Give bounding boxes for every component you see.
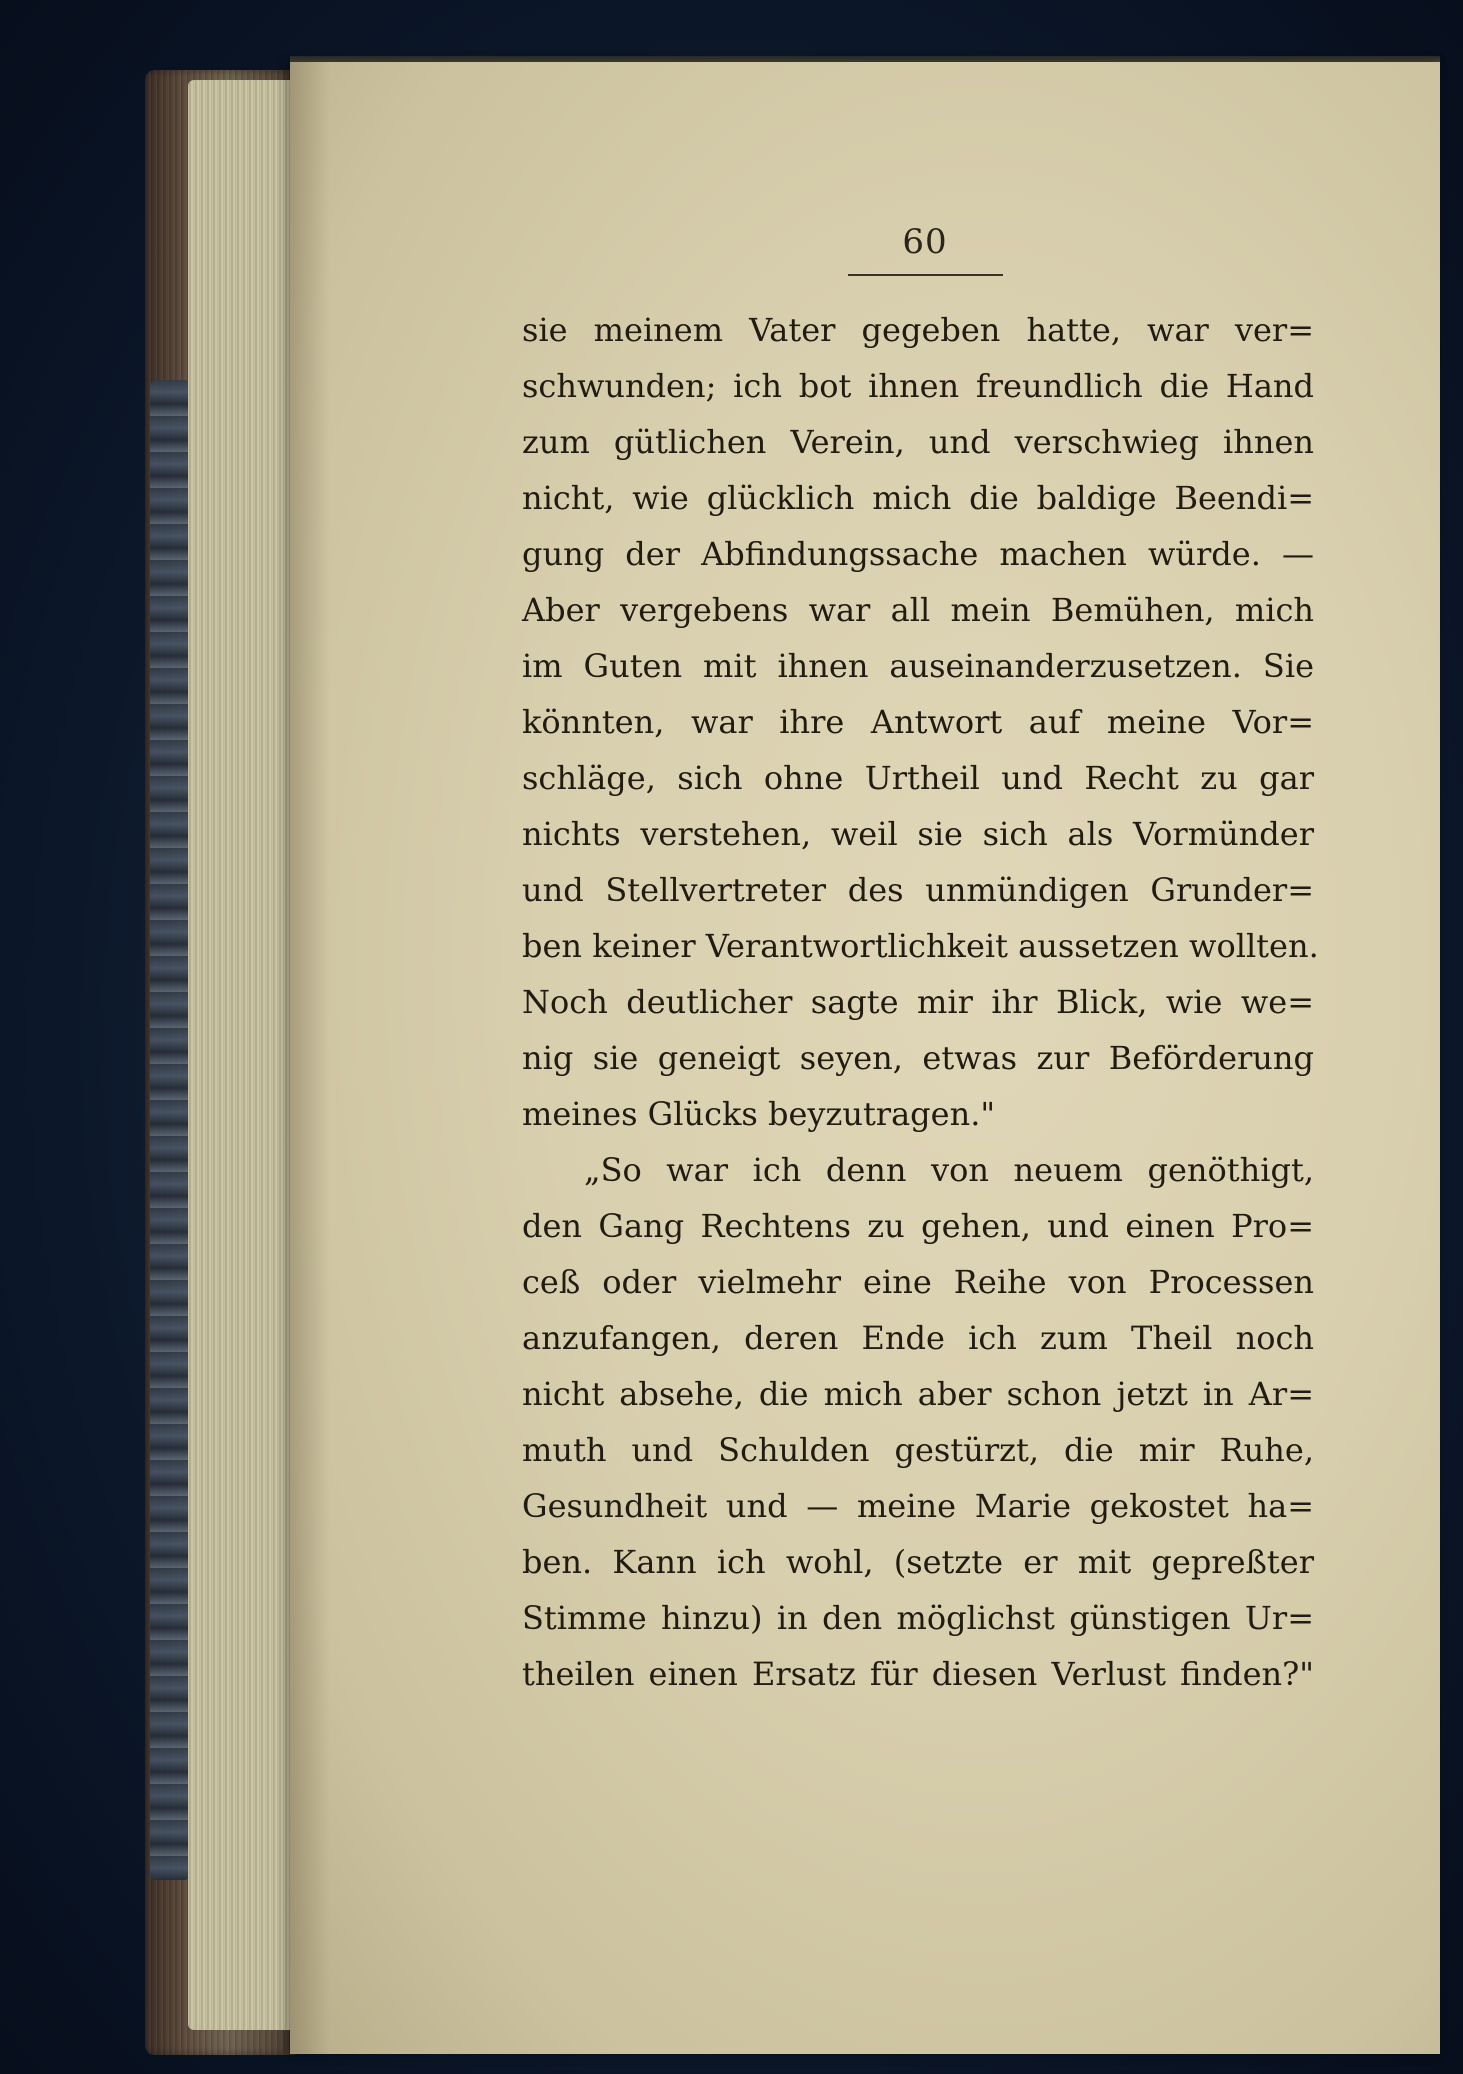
text-line: und Stellvertreter des unmündigen Grunder= bbox=[522, 871, 1314, 909]
cover-marbling bbox=[150, 380, 190, 1880]
page-edges bbox=[188, 80, 298, 2030]
text-line: schläge, sich ohne Urtheil und Recht zu gar bbox=[522, 759, 1314, 797]
header-rule bbox=[848, 274, 1003, 276]
text-line: Aber vergebens war all mein Bemühen, mich bbox=[522, 591, 1314, 629]
text-line: Stimme hinzu) in den möglichst günstigen Ur= bbox=[522, 1599, 1314, 1637]
text-line: ceß oder vielmehr eine Reihe von Processen bbox=[522, 1263, 1314, 1301]
text-line: anzufangen, deren Ende ich zum Theil noch bbox=[522, 1319, 1314, 1357]
text-line: Gesundheit und — meine Marie gekostet ha= bbox=[522, 1487, 1314, 1525]
text-line: den Gang Rechtens zu gehen, und einen Pro= bbox=[522, 1207, 1314, 1245]
text-line: theilen einen Ersatz für diesen Verlust finden?" bbox=[522, 1655, 1314, 1693]
text-line: nicht absehe, die mich aber schon jetzt in Ar= bbox=[522, 1375, 1314, 1413]
page-number: 60 bbox=[902, 222, 948, 262]
text-line: gung der Abfindungssache machen würde. — bbox=[522, 535, 1314, 573]
page-gutter-shade bbox=[290, 62, 330, 2054]
text-line: zum gütlichen Verein, und verschwieg ihnen bbox=[522, 423, 1314, 461]
text-line: schwunden; ich bot ihnen freundlich die Hand bbox=[522, 367, 1314, 405]
text-line: nicht, wie glücklich mich die baldige Beendi= bbox=[522, 479, 1314, 517]
text-line: sie meinem Vater gegeben hatte, war ver= bbox=[522, 311, 1314, 349]
text-line: Noch deutlicher sagte mir ihr Blick, wie we= bbox=[522, 983, 1314, 1021]
text-line: ben. Kann ich wohl, (setzte er mit gepreßter bbox=[522, 1543, 1314, 1581]
text-line: muth und Schulden gestürzt, die mir Ruhe, bbox=[522, 1431, 1314, 1469]
text-line: meines Glücks beyzutragen." bbox=[522, 1095, 996, 1133]
text-line: „So war ich denn von neuem genöthigt, bbox=[584, 1151, 1314, 1189]
text-line: im Guten mit ihnen auseinanderzusetzen. Sie bbox=[522, 647, 1314, 685]
body-text bbox=[522, 302, 1319, 1702]
page-header bbox=[850, 222, 1000, 262]
text-line: nig sie geneigt seyen, etwas zur Beförderung bbox=[522, 1039, 1314, 1077]
text-line: nichts verstehen, weil sie sich als Vormünder bbox=[522, 815, 1314, 853]
text-line: ben keiner Verantwortlichkeit aussetzen wollten. bbox=[522, 927, 1319, 965]
text-line: könnten, war ihre Antwort auf meine Vor= bbox=[522, 703, 1314, 741]
